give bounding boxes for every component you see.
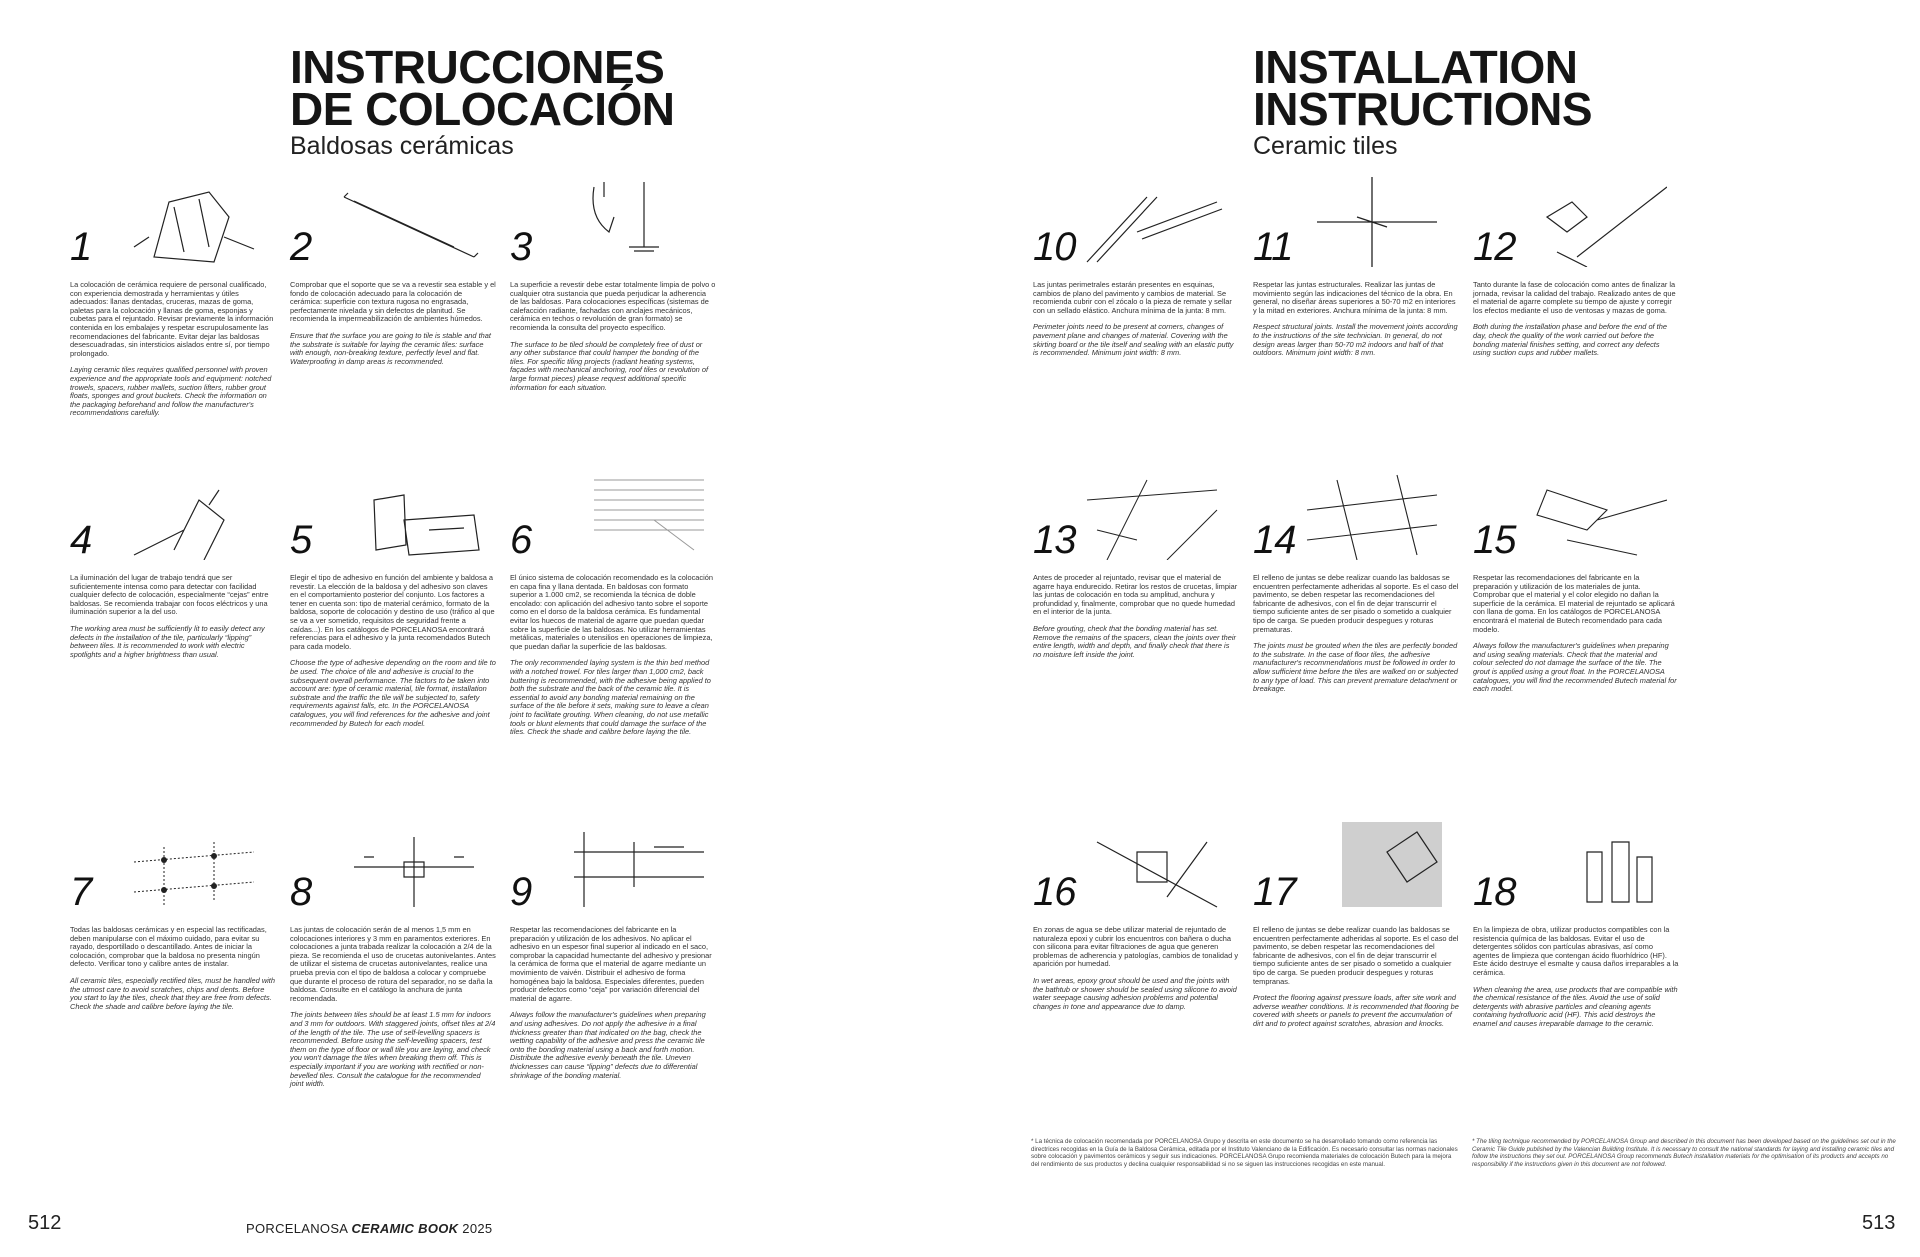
- step-illustration-svg: [334, 177, 484, 267]
- step-header: [1253, 470, 1459, 560]
- step-illustration: [1077, 822, 1227, 912]
- step-header: [1033, 177, 1239, 267]
- page-number-right: 513: [1862, 1212, 1896, 1234]
- instruction-step-1: [70, 177, 276, 426]
- instruction-step-4: [70, 470, 276, 667]
- page-subtitle-es: Baldosas cerámicas: [290, 132, 514, 160]
- step-text-es: La iluminación del lugar de trabajo tendrá que ser suficientemente intensa como para detectar con facilidad cualquier defecto de colocación, especialmente “cejas” entre baldosas. Se recomienda trabajar con focos eléctricos y una iluminación superior a la del uso.: [70, 573, 269, 617]
- step-illustration: [554, 177, 704, 267]
- step-text: [290, 926, 496, 1089]
- step-text: [1033, 574, 1239, 659]
- step-header: [1253, 177, 1459, 267]
- step-text-es: Elegir el tipo de adhesivo en función del ambiente y baldosa a revestir. La elección de la baldosa y del adhesivo son claves en el comportamiento posterior del conjunto. Los factores a tener en cuenta son: tipo de material cerámico, formato de la baldosa, soporte de colocación y destino de uso (tráfico al que se va a ver sometido, requisitos de seguridad frente a caídas...). En los catálogos de PORCELANOSA encontrará referencias para el adhesivo y la junta recomendados Butech para cada modelo.: [290, 573, 495, 651]
- step-number: 18: [1473, 870, 1516, 914]
- step-illustration-svg: [1077, 822, 1227, 912]
- instruction-step-15: [1473, 470, 1679, 702]
- instruction-step-10: [1033, 177, 1239, 366]
- step-text-en: Laying ceramic tiles requires qualified personnel with proven experience and the appropriate tools and equipment: notched trowels, spacers, rubber mallets, suction lifters, rubber grout floats, sponges and grout buckets. Check the information on the packaging beforehand and follow the manufacturer's recommendations carefully.: [70, 365, 272, 418]
- step-illustration-svg: [1077, 177, 1227, 267]
- step-illustration: [1517, 822, 1667, 912]
- step-text-en: When cleaning the area, use products that are compatible with the chemical resistance of the tiles. Avoid the use of solid detergents with abrasive particles and cleaning agents containing hydrofluoric acid (HF). This acid destroys the enamel and causes irreparable damage to the ceramic.: [1473, 984, 1678, 1028]
- step-illustration: [1077, 470, 1227, 560]
- instruction-step-5: [290, 470, 496, 736]
- step-text: [290, 281, 496, 366]
- step-number: 14: [1253, 518, 1296, 562]
- step-number: 17: [1253, 870, 1296, 914]
- step-text: [1253, 574, 1459, 694]
- page-number-left: 512: [28, 1212, 62, 1234]
- step-text: [1033, 281, 1239, 358]
- step-number: 9: [510, 870, 532, 914]
- step-illustration: [334, 470, 484, 560]
- step-illustration-svg: [334, 822, 484, 912]
- instruction-step-16: [1033, 822, 1239, 1019]
- instruction-step-12: [1473, 177, 1679, 366]
- step-illustration: [554, 470, 704, 560]
- step-number: 1: [70, 225, 92, 269]
- step-number: 10: [1033, 225, 1076, 269]
- step-text: [510, 281, 716, 392]
- step-text-es: En la limpieza de obra, utilizar productos compatibles con la resistencia química de las baldosas. Evitar el uso de detergentes sólidos con partículas abrasivas, así como agentes de limpieza que contengan ácido fluorhídrico (HF). Este ácido destruye el esmalte y causa daños irreparables a la cerámica.: [1473, 925, 1679, 977]
- step-text-es: Comprobar que el soporte que se va a revestir sea estable y el fondo de colocación adecuado para la colocación de cerámica: superficie con textura rugosa no engrasada, perfectamente nivelada y sin defectos de planitud. Se recomienda la impermeabilización de ambientes húmedos.: [290, 280, 496, 324]
- step-number: 12: [1473, 225, 1516, 269]
- step-header: [70, 177, 276, 267]
- step-text-es: Respetar las recomendaciones del fabricante en la preparación y utilización de los adhesivos. No aplicar el adhesivo en un espesor final superior al indicado en el saco, comprobar la capacidad humectante del adhesivo y presionar la cerámica de forma que el material de agarre mediante un movimiento de vaivén. Distribuir el adhesivo de forma homogénea bajo la baldosa. Especiales diferentes, pueden producir defectos como “ceja” por variación diferencial del material de agarre.: [510, 925, 712, 1003]
- step-text-en: Ensure that the surface you are going to tile is stable and that the substrate is suitable for laying the ceramic tiles: surface with enough, non-breaking texture, perfectly level and flat. Waterproofing in damp areas is recommended.: [290, 330, 491, 366]
- step-number: 6: [510, 518, 532, 562]
- instruction-step-6: [510, 470, 716, 745]
- step-header: [1033, 470, 1239, 560]
- step-number: 7: [70, 870, 92, 914]
- step-text: [510, 574, 716, 737]
- step-number: 13: [1033, 518, 1076, 562]
- step-illustration: [334, 177, 484, 267]
- page-title-en: INSTALLATION INSTRUCTIONS: [1253, 41, 1592, 135]
- step-text-es: En zonas de agua se debe utilizar material de rejuntado de naturaleza epoxi y cubrir los encuentros con bañera o ducha con silicona para evitar filtraciones de agua que generen problemas de adherencia y patologías, cambios de tonalidad y aparición por humedad.: [1033, 925, 1239, 969]
- step-text: [290, 574, 496, 728]
- step-illustration: [1517, 470, 1667, 560]
- step-header: [1253, 822, 1459, 912]
- step-illustration: [1517, 177, 1667, 267]
- step-illustration: [114, 470, 264, 560]
- step-text: [1253, 926, 1459, 1029]
- step-header: [290, 822, 496, 912]
- step-illustration-svg: [114, 470, 264, 560]
- instruction-step-17: [1253, 822, 1459, 1037]
- step-number: 11: [1253, 225, 1293, 269]
- step-text-en: The joints must be grouted when the tiles are perfectly bonded to the substrate. In the case of floor tiles, the adhesive manufacturer's recommendations must be followed in order to allow sufficient time before the tiles are walked on or subjected to any type of load. This can prevent premature detachment or breakage.: [1253, 641, 1458, 694]
- step-header: [510, 470, 716, 560]
- step-illustration-svg: [1297, 177, 1447, 267]
- step-header: [510, 822, 716, 912]
- footer-brand: [246, 1221, 492, 1236]
- step-text-es: La colocación de cerámica requiere de personal cualificado, con experiencia demostrada y herramientas y útiles adecuados: llanas dentadas, cruceras, mazas de goma, paletas para la colocación y llanas de goma, esponjas y cubetas para el rejuntado. Revisar previamente la información contenida en los embalajes y respetar escrupulosamente las recomendaciones del fabricante. Evitar dejar las baldosas desescuadradas, sin intersticios aislados entre sí, por tiempo prolongado.: [70, 280, 274, 358]
- step-text-en: Both during the installation phase and before the end of the day, check the quality of the work carried out before the bonding material finishes setting, and correct any defects using suction cups and rubber mallets.: [1473, 322, 1667, 358]
- step-text: [70, 574, 276, 659]
- step-text-en: Protect the flooring against pressure loads, after site work and adverse weather conditions. It is recommended that flooring be covered with sheets or panels to prevent the accumulation of dirt and to protect against scratches, abrasion and knocks.: [1253, 993, 1459, 1028]
- step-header: [1473, 177, 1679, 267]
- step-text-es: La superficie a revestir debe estar totalmente limpia de polvo o cualquier otra sustancia que pueda perjudicar la adherencia de las baldosas. Para colocaciones específicas (sistemas de calefacción radiante, fachadas con anclajes mecánicos, cerámica en techos o revolución de gran formato) se recomienda la consulta del proyecto específico.: [510, 280, 716, 332]
- step-text: [1473, 574, 1679, 694]
- step-illustration: [1077, 177, 1227, 267]
- step-text: [1473, 926, 1679, 1029]
- page-subtitle-en: Ceramic tiles: [1253, 132, 1398, 160]
- step-number: 3: [510, 225, 532, 269]
- step-illustration-svg: [1517, 177, 1667, 267]
- step-text: [1033, 926, 1239, 1011]
- page-title-es: INSTRUCCIONES DE COLOCACIÓN: [290, 41, 675, 135]
- step-illustration-svg: [114, 822, 264, 912]
- brand-prefix: PORCELANOSA: [246, 1221, 348, 1236]
- instruction-step-11: [1253, 177, 1459, 366]
- step-text: [70, 281, 276, 418]
- step-number: 2: [290, 225, 312, 269]
- instruction-step-13: [1033, 470, 1239, 667]
- step-illustration-svg: [1297, 822, 1447, 912]
- step-text-en: Respect structural joints. Install the movement joints according to the instructions of the site technician. In general, do not design areas larger than 50-70 m2 indoors and half of that outdoors. Minimum joint width: 8 mm.: [1253, 322, 1458, 358]
- step-illustration-svg: [1077, 470, 1227, 560]
- step-text-es: El único sistema de colocación recomendado es la colocación en capa fina y llana dentada. En baldosas con formato superior a 1.000 cm2, se recomienda la técnica de doble encolado: con aplicación del adhesivo tanto sobre el soporte como en el dorso de la baldosa cerámica. Es fundamental evitar los huecos de material de agarre que puedan quedar sobre la superficie de las baldosas. No utilizar herramientas metálicas, materiales o utensilios en operaciones de limpieza, que puedan dañar la superficie de las baldosas.: [510, 573, 713, 651]
- instruction-step-2: [290, 177, 496, 374]
- step-illustration-svg: [334, 470, 484, 560]
- step-text-en: The only recommended laying system is the thin bed method with a notched trowel. For tiles larger than 1,000 cm2, back buttering is recommended, with the adhesive being applied to both the substrate and the back of the ceramic tile. It is essential to avoid any bonding material remaining on the surface of the tile before it sets, making sure to leave a clean joint to facilitate grouting. When cleaning, do not use metallic tools or blunt elements that could damage the surface of the tiles. Check the shade and calibre before laying the tile.: [510, 658, 711, 737]
- step-number: 4: [70, 518, 92, 562]
- step-illustration-svg: [1517, 822, 1667, 912]
- step-illustration-svg: [554, 822, 704, 912]
- step-text-en: In wet areas, epoxy grout should be used and the joints with the bathtub or shower should be sealed using silicone to avoid water seepage causing adhesion problems and potential changes in tone and appearance due to damp.: [1033, 975, 1237, 1011]
- step-text-es: Todas las baldosas cerámicas y en especial las rectificadas, deben manipularse con el máximo cuidado, para evitar su rayado, desportillado o descantillado. Antes de iniciar la colocación, comprobar que la baldosa no presenta ningún defecto. Verificar tono y calibre antes de instalar.: [70, 925, 267, 969]
- footnote-en: * The tiling technique recommended by PORCELANOSA Group and described in this document has been developed based on the guidelines set out in the Ceramic Tile Guide published by the Valencian Building Institute. It is necessary to consult the national standards for laying and installing ceramic tiles and follow the instructions they set out. PORCELANOSA Group recommends Butech installation materials for the optimisation of its products and accepts no responsibility if the instructions given in this document are not followed.: [1472, 1138, 1896, 1168]
- instruction-step-3: [510, 177, 716, 400]
- step-number: 16: [1033, 870, 1076, 914]
- step-header: [70, 822, 276, 912]
- footnote-es: * La técnica de colocación recomendada por PORCELANOSA Grupo y descrita en este documento se ha desarrollado tomando como referencia las directrices recogidas en la Guía de la Baldosa Cerámica, editada por el Instituto Valenciano de la Edificación. Es necesario consultar las normas nacionales sobre colocación y pavimentos cerámicos y seguir sus indicaciones. PORCELANOSA Grupo recomienda materiales de colocación Butech para la mejora del rendimiento de sus productos y declina cualquier responsabilidad si no se siguen las instrucciones recogidas en este manual.: [1031, 1138, 1458, 1168]
- step-illustration: [1297, 822, 1447, 912]
- step-illustration: [554, 822, 704, 912]
- step-text-es: El relleno de juntas se debe realizar cuando las baldosas se encuentren perfectamente adheridas al soporte. Es el caso del pavimento, se deben respetar las recomendaciones del fabricante de adhesivos, con el fin de dejar transcurrir el tiempo suficiente antes de ser pisado o sometido a cualquier tipo de carga. Se pueden producir despegues y roturas tempranas.: [1253, 925, 1459, 986]
- step-illustration: [114, 177, 264, 267]
- step-illustration-svg: [554, 470, 704, 560]
- step-header: [290, 470, 496, 560]
- step-header: [1033, 822, 1239, 912]
- brand-book: CERAMIC BOOK: [351, 1221, 459, 1236]
- instruction-step-18: [1473, 822, 1679, 1037]
- step-illustration: [1297, 470, 1447, 560]
- step-text-en: Always follow the manufacturer's guidelines when preparing and using sealing materials. Check that the material and colour selected do not damage the surface of the tile. The grout is applied using a grout float. In the PORCELANOSA catalogues, you will find the recommended Butech material for each model.: [1473, 641, 1677, 694]
- step-header: [290, 177, 496, 267]
- step-header: [70, 470, 276, 560]
- step-text-es: Antes de proceder al rejuntado, revisar que el material de agarre haya endurecido. Retirar los restos de crucetas, limpiar las juntas de colocación en toda su amplitud, anchura y profundidad y, finalmente, comprobar que no quede humedad en el interior de la junta.: [1033, 573, 1238, 617]
- step-text-es: Respetar las juntas estructurales. Realizar las juntas de movimiento según las indicaciones del técnico de la obra. En general, no diseñar áreas superiores a 50-70 m2 en interiores y la mitad en exteriores. Anchura mínima de la junta: 8 mm.: [1253, 280, 1456, 315]
- step-text-en: Choose the type of adhesive depending on the room and tile to be used. The choice of tile and adhesive is crucial to the subsequent overall performance. The factors to be taken into account are: type of ceramic material, tile format, installation substrate and the traffic the tile will be subjected to, safety requirements against falls, etc. In the PORCELANOSA catalogues, you will find references for the adhesive and joint recommended by Butech for each model.: [290, 658, 496, 728]
- step-text-en: All ceramic tiles, especially rectified tiles, must be handled with the utmost care to avoid scratches, chips and dents. Before you start to lay the tiles, check that they are free from defects. Check the shade and calibre before laying the tile.: [70, 975, 275, 1011]
- step-text-es: Las juntas de colocación serán de al menos 1,5 mm en colocaciones interiores y 3 mm en paramentos exteriores. En colocaciones a junta trabada realizar la colocación a 2/4 de la pieza. Se recomienda el uso de crucetas autonivelantes. Antes de utilizar el sistema de crucetas autonivelantes, realice una prueba previa con el tipo de baldosa a colocar y compruebe que durante el proceso de rotura del separador, no se daña la baldosa. Consulte en el catálogo la anchura de junta recomendada.: [290, 925, 496, 1003]
- step-text-en: The surface to be tiled should be completely free of dust or any other substance that could hamper the bonding of the tiles. For specific tiling projects (radiant heating systems, façades with mechanical anchoring, roof tiles or revolution of large format pieces) please request additional specific information for each situation.: [510, 339, 709, 392]
- instruction-step-8: [290, 822, 496, 1097]
- step-illustration: [334, 822, 484, 912]
- instruction-step-14: [1253, 470, 1459, 702]
- step-text: [1473, 281, 1679, 358]
- step-header: [1473, 822, 1679, 912]
- step-header: [510, 177, 716, 267]
- step-text-es: El relleno de juntas se debe realizar cuando las baldosas se encuentren perfectamente adheridas al soporte. Es el caso del pavimento, se deben respetar las recomendaciones del fabricante de adhesivos, con el fin de dejar transcurrir el tiempo suficiente antes de ser pisado o sometido a cualquier tipo de carga. Se pueden producir despegues y roturas prematuras.: [1253, 573, 1459, 634]
- step-illustration-svg: [114, 177, 264, 267]
- step-text-es: Las juntas perimetrales estarán presentes en esquinas, cambios de plano del pavimento y cambios de material. Se recomienda cubrir con el zócalo o la pieza de remate y sellar con un sellado elástico. Anchura mínima de la junta: 8 mm.: [1033, 280, 1232, 315]
- step-text-en: Always follow the manufacturer's guidelines when preparing and using adhesives. Do not apply the adhesive in a final thickness greater than that indicated on the bag, check the wetting capability of the adhesive and press the ceramic tile onto the bonding material using a back and forth motion. Distribute the adhesive evenly beneath the tile. Uneven thicknesses can cause “lipping” defects due to differential shrinkage of the bonding material.: [510, 1010, 706, 1080]
- step-header: [1473, 470, 1679, 560]
- step-text: [510, 926, 716, 1080]
- step-illustration-svg: [1297, 470, 1447, 560]
- step-illustration: [114, 822, 264, 912]
- step-illustration: [1297, 177, 1447, 267]
- step-illustration-svg: [1517, 470, 1667, 560]
- step-number: 8: [290, 870, 312, 914]
- step-number: 15: [1473, 518, 1516, 562]
- step-illustration-svg: [554, 177, 704, 267]
- step-text: [70, 926, 276, 1011]
- step-text: [1253, 281, 1459, 358]
- step-text-en: The working area must be sufficiently lit to easily detect any defects in the installation of the tile, particularly “lipping” between tiles. It is recommended to work with electric spotlights and a higher brightness than usual.: [70, 623, 265, 659]
- step-text-es: Tanto durante la fase de colocación como antes de finalizar la jornada, revisar la calidad del trabajo. Realizado antes de que el material de agarre complete su tiempo de ajuste y corregir los efectos mediante el uso de ventosas y mazas de goma.: [1473, 280, 1676, 315]
- step-text-es: Respetar las recomendaciones del fabricante en la preparación y utilización de los materiales de junta. Comprobar que el material y el color elegido no dañan la superficie de la cerámica. El material de rejuntado se aplicará con llana de goma. En los catálogos de PORCELANOSA encontrará el material de Butech recomendado para cada modelo.: [1473, 573, 1675, 634]
- brand-year: 2025: [462, 1221, 493, 1236]
- instruction-step-9: [510, 822, 716, 1088]
- instruction-step-7: [70, 822, 276, 1019]
- step-text-en: Before grouting, check that the bonding material has set. Remove the remains of the spacers, clean the joints over their entire length, width and depth, and finally check that there is no moisture left inside the joint.: [1033, 623, 1236, 659]
- step-text-en: Perimeter joints need to be present at corners, changes of pavement plane and changes of material. Covering with the skirting board or the tile itself and sealing with an elastic putty is recommended. Minimum joint width: 8 mm.: [1033, 322, 1234, 358]
- step-number: 5: [290, 518, 312, 562]
- step-text-en: The joints between tiles should be at least 1.5 mm for indoors and 3 mm for outdoors. With staggered joints, offset tiles at 2/4 of the length of the tile. The use of self-levelling spacers is recommended. Before using the self-levelling spacers, test them on the type of floor or wall tile you are laying, and check you won't damage the tiles when breaking them off. This is especially important if you are working with rectified or non-bevelled tiles. Consult the catalogue for the recommended joint width.: [290, 1010, 496, 1089]
